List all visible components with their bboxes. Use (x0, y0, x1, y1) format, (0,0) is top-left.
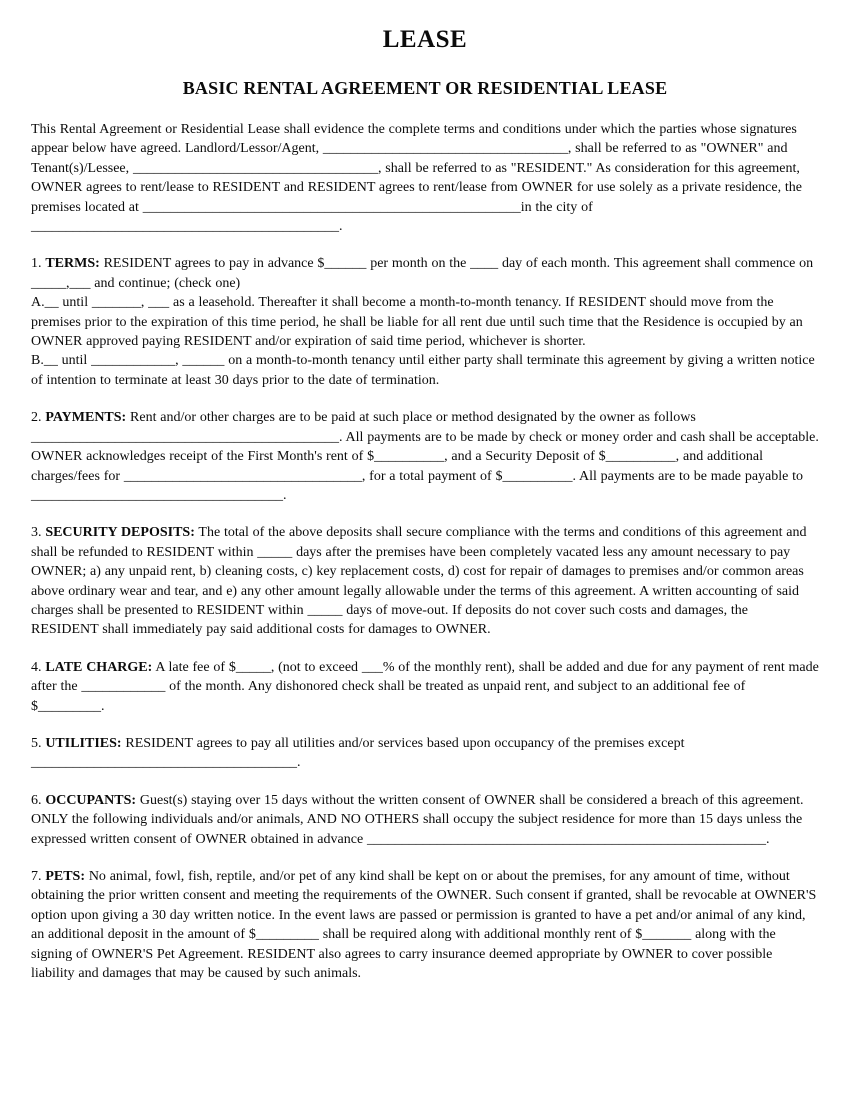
section-number: 4. (31, 659, 42, 675)
section-late-charge-paragraph (31, 658, 819, 716)
section-heading: TERMS: (45, 256, 100, 272)
section-number: 2. (31, 410, 42, 426)
section-terms-paragraph (31, 254, 819, 293)
section-heading: PAYMENTS: (45, 410, 127, 426)
intro-paragraph: This Rental Agreement or Residential Lease shall evidence the complete terms and conditions under which the parties whose signatures appear below have agreed. Landlord/Lessor/Agent, ___________________________________, shall be referred to as "OWNER" and Tenant(s)/Lessee, ___________________________________, shall be referred to as "RESIDENT." As consideration for this agreement, OWNER agrees to rent/lease to RESIDENT and RESIDENT agrees to rent/lease from OWNER for use solely as a private residence, the premises located at ______________________________________________________in the city of ____________________________________________. (31, 122, 802, 235)
section-body: No animal, fowl, fish, reptile, and/or pet of any kind shall be kept on or about the premises, for any amount of time, without obtaining the prior written consent and meeting the requirements of the OWNER. Such consent if granted, shall be revocable at OWNER'S option upon giving a 30 day written notice. In the event laws are passed or permission is granted to have a pet and/or animal of any kind, an additional deposit in the amount of $_________ shall be required along with additional monthly rent of $_______ along with the signing of OWNER'S Pet Agreement. RESIDENT also agrees to carry insurance deemed appropriate by OWNER to cover possible liability and damages that may be caused by such animals. (31, 869, 817, 982)
document-subtitle: BASIC RENTAL AGREEMENT OR RESIDENTIAL LEASE (182, 78, 668, 98)
terms-option-b-paragraph: B.__ until ____________, ______ on a month-to-month tenancy until either party shall terminate this agreement by giving a written notice of intention to terminate at least 30 days prior to the date of termination. (31, 353, 815, 388)
section-security-deposits (31, 523, 819, 639)
section-heading: SECURITY DEPOSITS: (45, 525, 195, 541)
section-body: Guest(s) staying over 15 days without the written consent of OWNER shall be considered a breach of this agreement. ONLY the following individuals and/or animals, AND NO OTHERS shall occupy the subject residence for more than 15 days unless the expressed written consent of OWNER obtained in advance _________________________________________________________. (31, 792, 804, 847)
section-utilities (31, 734, 819, 773)
section-pets-paragraph (31, 867, 819, 983)
section-heading: UTILITIES: (45, 735, 122, 751)
document-title: LEASE (382, 26, 468, 53)
section-utilities-paragraph (31, 734, 819, 773)
section-heading: PETS: (45, 869, 85, 884)
section-number: 7. (31, 869, 42, 884)
section-body: The total of the above deposits shall secure compliance with the terms and conditions of this agreement and shall be refunded to RESIDENT within _____ days after the premises have been completely vacated less any amount necessary to pay OWNER; a) any unpaid rent, b) cleaning costs, c) key replacement costs, d) cost for repair of damages to premises and/or common areas above ordinary wear and tear, and e) any other amount legally allowable under the terms of this agreement. A written accounting of said charges shall be presented to RESIDENT within _____ days of move-out. If deposits do not cover such costs and damages, the RESIDENT shall immediately pay said additional costs for damages to OWNER. (31, 525, 807, 638)
section-heading: OCCUPANTS: (45, 792, 137, 808)
section-body: RESIDENT agrees to pay in advance $______ per month on the ____ day of each month. This agreement shall commence on _____,___ and continue; (check one) (31, 256, 814, 291)
section-number: 3. (31, 525, 42, 541)
section-number: 6. (31, 792, 42, 808)
section-occupants-paragraph (31, 791, 819, 849)
section-terms (31, 254, 819, 390)
section-heading: LATE CHARGE: (45, 659, 153, 675)
section-pets (31, 867, 819, 983)
section-payments-paragraph (31, 408, 819, 505)
section-body: A late fee of $_____, (not to exceed ___% of the monthly rent), shall be added and due for any payment of rent made after the ____________ of the month. Any dishonored check shall be treated as unpaid rent, and subject to an additional fee of $_________. (31, 659, 819, 714)
section-number: 5. (31, 735, 42, 751)
section-security-deposits-paragraph (31, 523, 819, 639)
section-number: 1. (31, 256, 42, 272)
section-late-charge (31, 658, 819, 716)
section-body: RESIDENT agrees to pay all utilities and/or services based upon occupancy of the premises except ______________________________________. (31, 735, 685, 771)
section-body: Rent and/or other charges are to be paid at such place or method designated by the owner as follows ____________________________________________. All payments are to be made by check or money order and cash shall be acceptable. OWNER acknowledges receipt of the First Month's rent of $__________, and a Security Deposit of $__________, and additional charges/fees for __________________________________, for a total payment of $__________. All payments are to be made payable to ____________________________________. (31, 410, 819, 503)
terms-option-a-paragraph: A.__ until _______, ___ as a leasehold. Thereafter it shall become a month-to-month tenancy. If RESIDENT should move from the premises prior to the expiration of this time period, he shall be liable for all rent due until such time that the Residence is occupied by an OWNER approved paying RESIDENT and/or expiration of said time period, whichever is shorter. (31, 295, 803, 350)
section-payments (31, 408, 819, 505)
section-occupants (31, 791, 819, 849)
